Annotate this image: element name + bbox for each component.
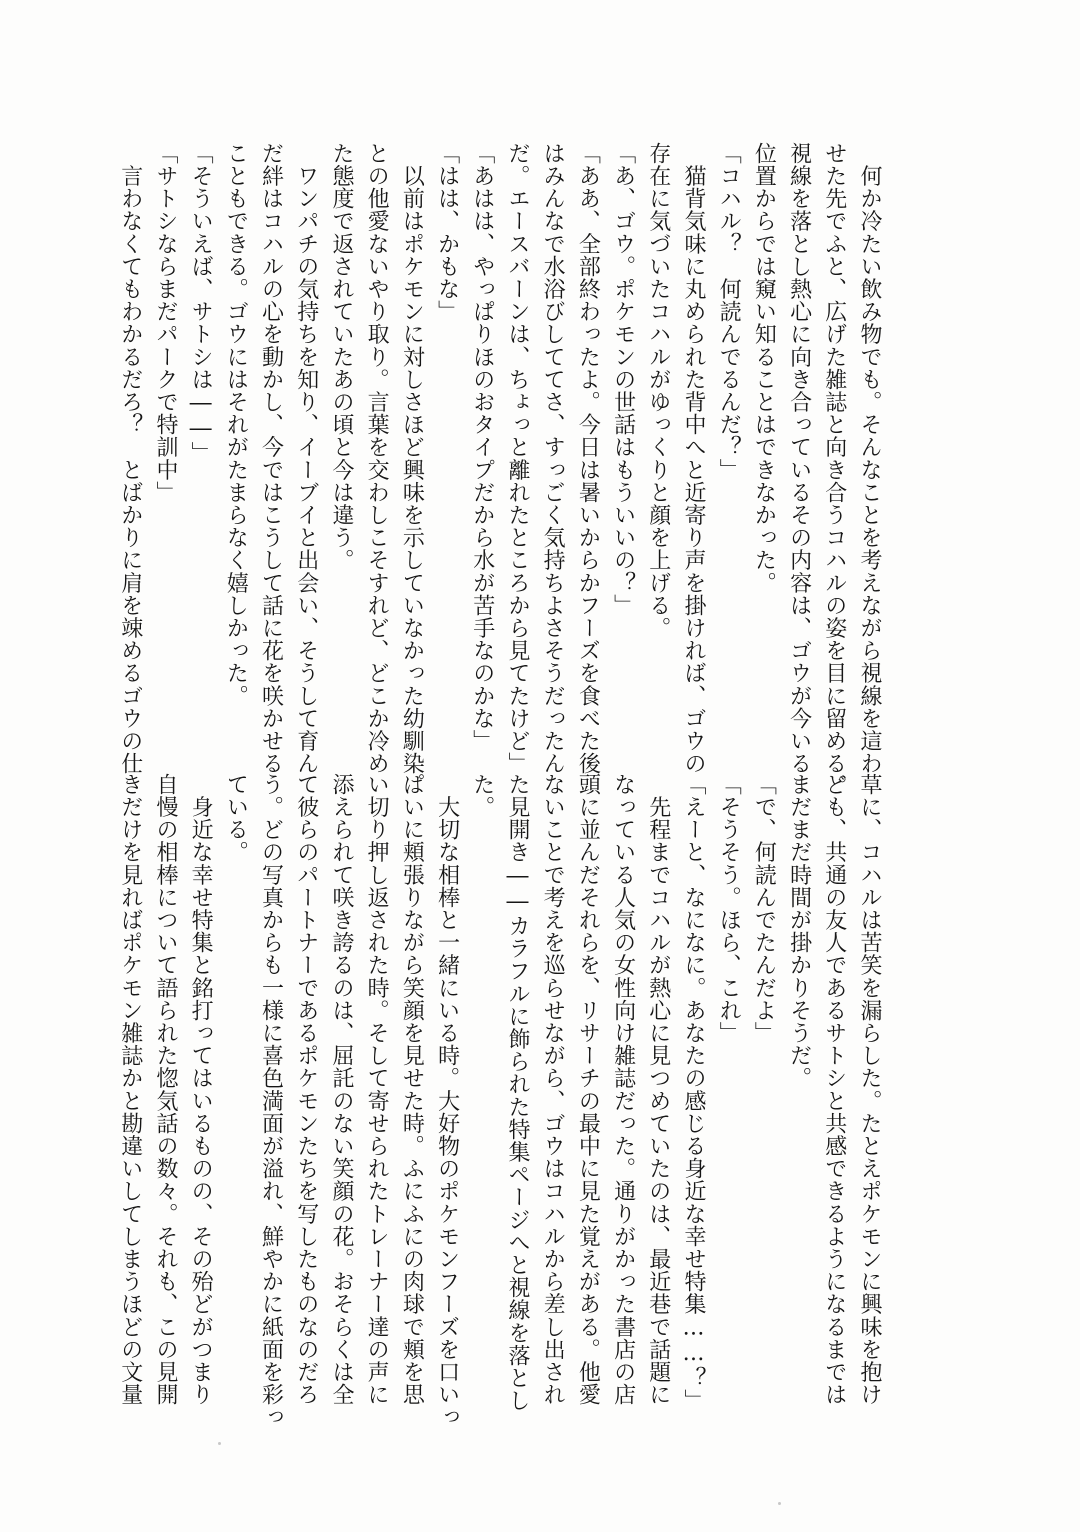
text-line: まだまだ時間が掛かりそうだ。	[786, 773, 812, 1090]
text-line: 「はは、かもな」	[434, 142, 460, 323]
text-line: ワンパチの気持ちを知り、イーブイと出会い、そうして育ん	[293, 142, 319, 775]
text-line: ども、共通の友人であるサトシと共感できるようになるまでは	[821, 773, 847, 1406]
text-line: 「えーと、なになに。あなたの感じる身近な幸せ特集……？」	[680, 773, 706, 1412]
text-line: 「そうそう。ほら、これ」	[716, 773, 742, 1045]
text-line: こともできる。ゴウにはそれがたまらなく嬉しかった。	[223, 142, 249, 707]
text-line: う。どの写真からも一様に喜色満面が溢れ、鮮やかに紙面を彩っ	[258, 773, 284, 1429]
text-line: なっている人気の女性向け雑誌だった。通りがかった書店の店	[610, 773, 636, 1406]
text-line: 何か冷たい飲み物でも。そんなことを考えながら視線を這わ	[857, 142, 882, 775]
text-line: 身近な幸せ特集と銘打ってはいるものの、その殆どがつまり	[188, 773, 214, 1406]
lower-text-block	[117, 773, 887, 1429]
text-line: だ。エースバーンは、ちょっと離れたところから見てたけど」	[504, 142, 530, 775]
text-line: 猫背気味に丸められた背中へと近寄り声を掛ければ、ゴウの	[680, 142, 706, 775]
text-line: 「あはは、やっぱりほのおタイプだから水が苦手なのかな」	[469, 142, 495, 753]
text-line: た見開き――カラフルに飾られた特集ページへと視線を落とし	[504, 773, 530, 1412]
text-line: 視線を落とし熱心に向き合っているその内容は、ゴウが今いる	[786, 142, 812, 775]
text-line: 位置からでは窺い知ることはできなかった。	[751, 142, 777, 594]
text-line: て彼らのパートナーであるポケモンたちを写したものなのだろ	[293, 773, 319, 1406]
upper-text-block	[117, 142, 887, 798]
text-line: 言わなくてもわかるだろ？ とばかりに肩を竦めるゴウの仕	[117, 142, 143, 775]
text-line: 「で、何読んでたんだよ」	[751, 773, 777, 1045]
text-line: た。	[469, 773, 495, 819]
text-line: 大切な相棒と一緒にいる時。大好物のポケモンフーズを口いっ	[434, 773, 460, 1429]
text-line: 先程までコハルが熱心に見つめていたのは、最近巷で話題に	[645, 773, 671, 1406]
text-line: 添えられて咲き誇るのは、屈託のない笑顔の花。おそらくは全	[328, 773, 354, 1406]
text-line: 自慢の相棒について語られた惚気話の数々。それも、この見開	[152, 773, 178, 1406]
text-line: 「コハル？ 何読んでるんだ？」	[716, 142, 742, 481]
text-line: との他愛ないやり取り。言葉を交わしこそすれど、どこか冷め	[364, 142, 390, 775]
paper-speck	[778, 1502, 781, 1505]
text-line: ぱいに頬張りながら笑顔を見せた時。ふにふにの肉球で頬を思	[399, 773, 425, 1406]
text-line: 以前はポケモンに対しさほど興味を示していなかった幼馴染	[399, 142, 425, 775]
text-line: 「ああ、全部終わったよ。今日は暑いからかフーズを食べた後	[575, 142, 601, 775]
text-line: 「あ、ゴウ。ポケモンの世話はもういいの？」	[610, 142, 636, 617]
text-line: きだけを見ればポケモン雑誌かと勘違いしてしまうほどの文量	[117, 773, 143, 1406]
paper-speck	[218, 1442, 221, 1445]
text-line: だ絆はコハルの心を動かし、今ではこうして話に花を咲かせる	[258, 142, 284, 775]
text-line: い切り押し返された時。そして寄せられたトレーナー達の声に	[364, 773, 390, 1406]
text-line: はみんなで水浴びしててさ、すっごく気持ちよさそうだったん	[540, 142, 566, 775]
text-line: 頭に並んだそれらを、リサーチの最中に見た覚えがある。他愛	[575, 773, 601, 1406]
text-line: 「サトシならまだパークで特訓中」	[152, 142, 178, 504]
text-line: 「そういえば、サトシは――」	[188, 142, 214, 465]
text-line: 存在に気づいたコハルがゆっくりと顔を上げる。	[645, 142, 671, 640]
text-line: た態度で返されていたあの頃と今は違う。	[328, 142, 354, 572]
text-line: 草に、コハルは苦笑を漏らした。たとえポケモンに興味を抱け	[857, 773, 882, 1406]
text-line: せた先でふと、広げた雑誌と向き合うコハルの姿を目に留める。	[821, 142, 847, 798]
text-line: ないことで考えを巡らせながら、ゴウはコハルから差し出され	[540, 773, 566, 1406]
text-line: ている。	[223, 773, 249, 864]
